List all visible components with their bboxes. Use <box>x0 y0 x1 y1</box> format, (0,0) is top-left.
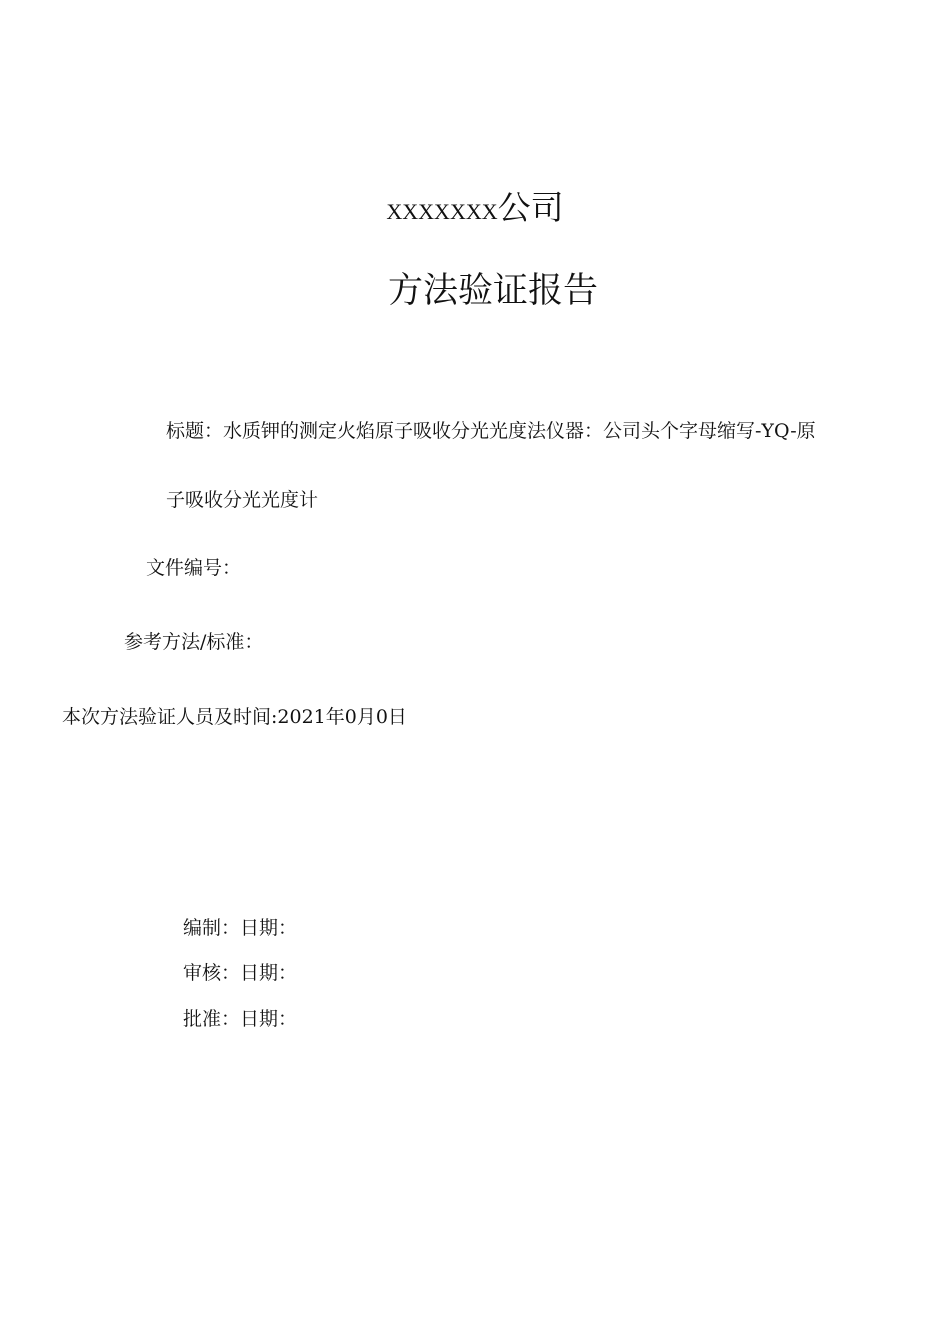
reference-method-field: 参考方法/标准： <box>124 631 264 653</box>
company-name <box>0 188 950 232</box>
company-name-suffix: 公司 <box>497 188 564 227</box>
signature-review-line: 审核：日期： <box>183 962 298 984</box>
title-field-line-1: 标题：水质钾的测定火焰原子吸收分光光度法仪器：公司头个字母缩写-YQ-原 <box>166 420 816 442</box>
document-number-field: 文件编号： <box>146 557 242 579</box>
report-title: 方法验证报告 <box>387 271 598 311</box>
validation-personnel-time-field: 本次方法验证人员及时间:2021年0月0日 <box>62 706 407 728</box>
company-name-prefix: XXXXXXX <box>386 199 498 224</box>
title-field-line-2: 子吸收分光光度计 <box>166 489 319 511</box>
signature-compile-line: 编制：日期： <box>183 917 298 939</box>
signature-approve-line: 批准：日期： <box>183 1008 298 1030</box>
